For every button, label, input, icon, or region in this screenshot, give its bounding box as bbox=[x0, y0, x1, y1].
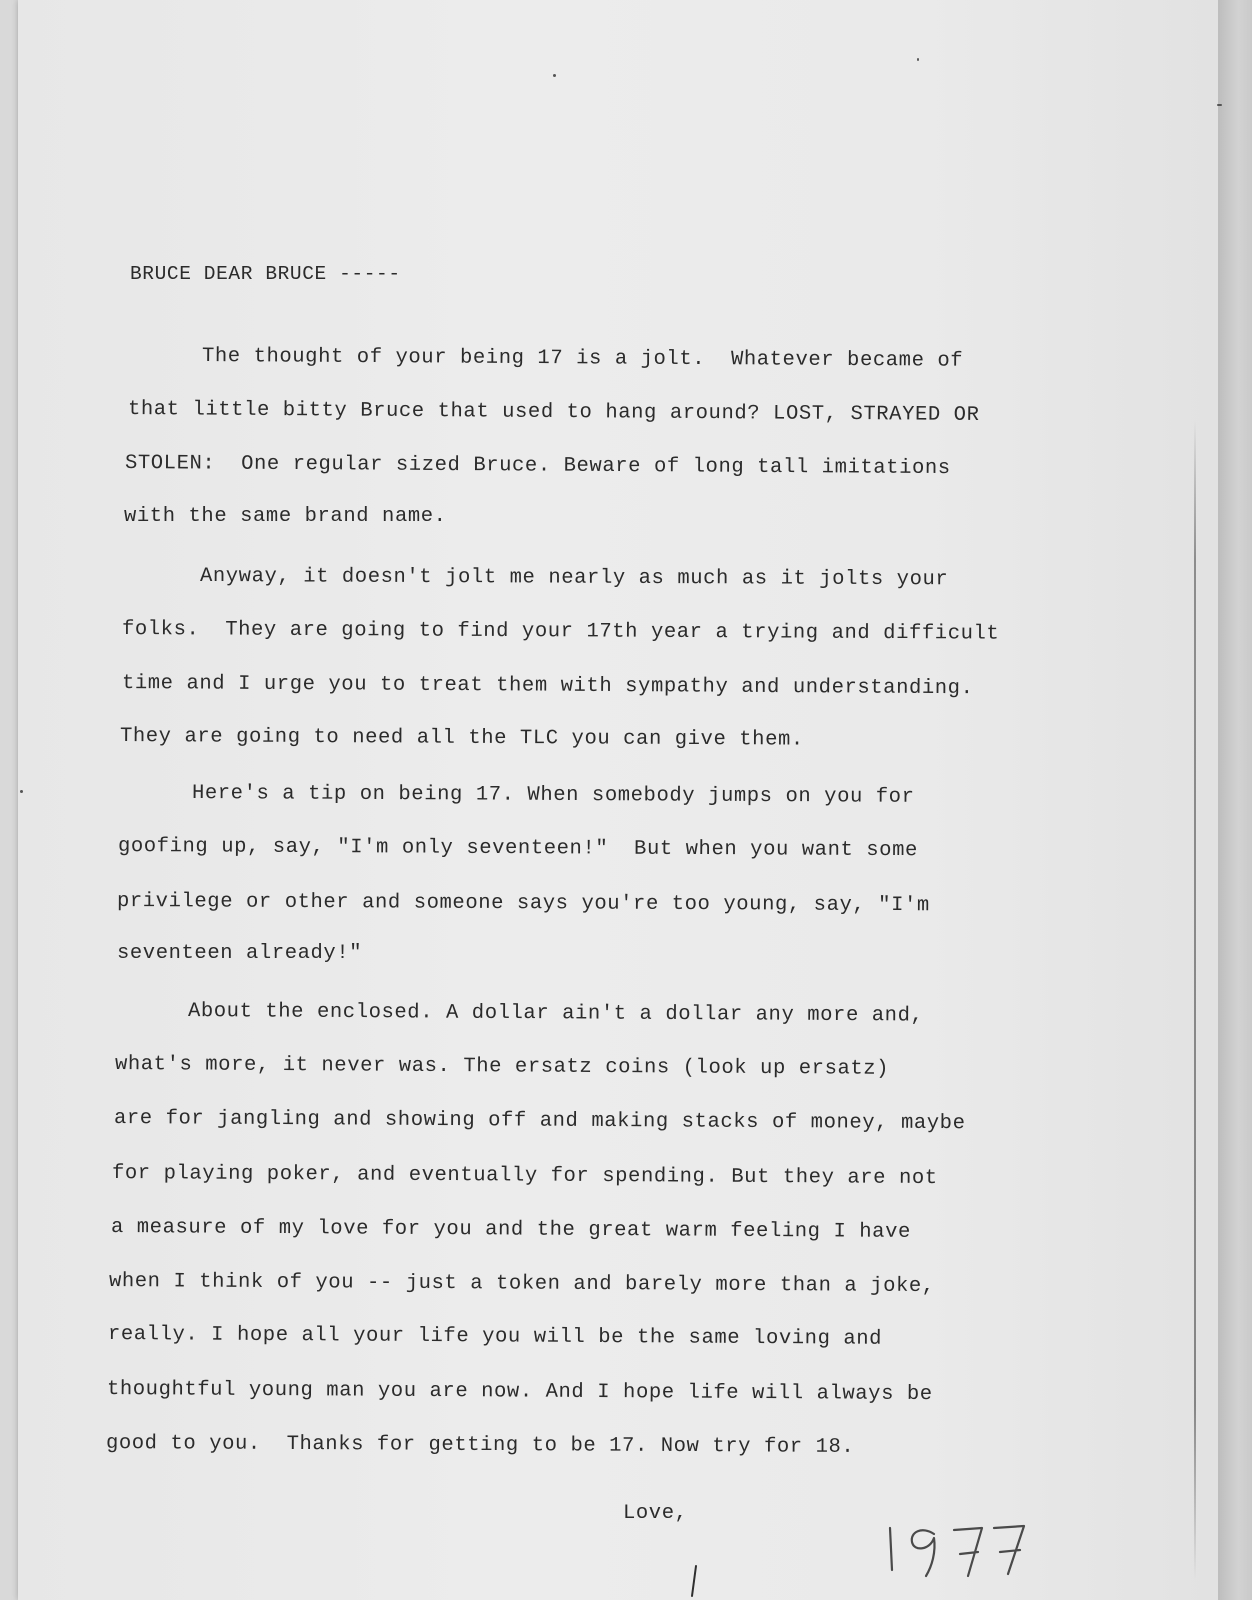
letter-line: a measure of my love for you and the great warm feeling I have bbox=[110, 1216, 911, 1244]
letter-line: The thought of your being 17 is a jolt. Whatever became of bbox=[201, 345, 964, 373]
letter-line: Here's a tip on being 17. When somebody jumps on you for bbox=[191, 782, 915, 809]
letter-line: for playing poker, and eventually for spending. But they are not bbox=[111, 1162, 938, 1191]
letter-line: with the same brand name. bbox=[124, 505, 447, 528]
year-digit-9 bbox=[912, 1530, 935, 1576]
letter-line: privilege or other and someone says you're too young, say, "I'm bbox=[116, 890, 930, 918]
letter-line: when I think of you -- just a token and barely more than a joke, bbox=[108, 1270, 935, 1299]
letter-line: goofing up, say, "I'm only seventeen!" But when you want some bbox=[117, 835, 918, 863]
closing: Love, bbox=[623, 1502, 688, 1525]
letter-line: About the enclosed. A dollar ain't a dollar any more and, bbox=[187, 1000, 924, 1028]
letter-line: folks. They are going to find your 17th year a trying and difficult bbox=[121, 618, 1000, 646]
letter-line: They are going to need all the TLC you can give them. bbox=[119, 725, 804, 752]
pencil-mark bbox=[688, 1564, 700, 1598]
year-digit-7b bbox=[994, 1526, 1024, 1574]
letter-line: really. I hope all your life you will be the same loving and bbox=[107, 1323, 883, 1351]
letter-line: STOLEN: One regular sized Bruce. Beware of long tall imitations bbox=[124, 452, 951, 481]
year-digit-1 bbox=[890, 1528, 892, 1570]
letter-line: Anyway, it doesn't jolt me nearly as much as it jolts your bbox=[199, 565, 949, 592]
year-digit-7a bbox=[954, 1528, 982, 1576]
salutation: BRUCE DEAR BRUCE ----- bbox=[130, 263, 401, 285]
letter-line: good to you. Thanks for getting to be 17. Now try for 18. bbox=[105, 1432, 855, 1459]
letter-line: are for jangling and showing off and making stacks of money, maybe bbox=[113, 1107, 966, 1136]
letter-line: thoughtful young man you are now. And I hope life will always be bbox=[106, 1378, 933, 1407]
letter-line: time and I urge you to treat them with sympathy and understanding. bbox=[121, 672, 974, 701]
letter-line: seventeen already!" bbox=[117, 942, 363, 965]
handwritten-year bbox=[882, 1512, 1042, 1582]
letter-line: that little bitty Bruce that used to hang around? LOST, STRAYED OR bbox=[127, 398, 980, 427]
letter-line: what's more, it never was. The ersatz coins (look up ersatz) bbox=[114, 1053, 890, 1081]
